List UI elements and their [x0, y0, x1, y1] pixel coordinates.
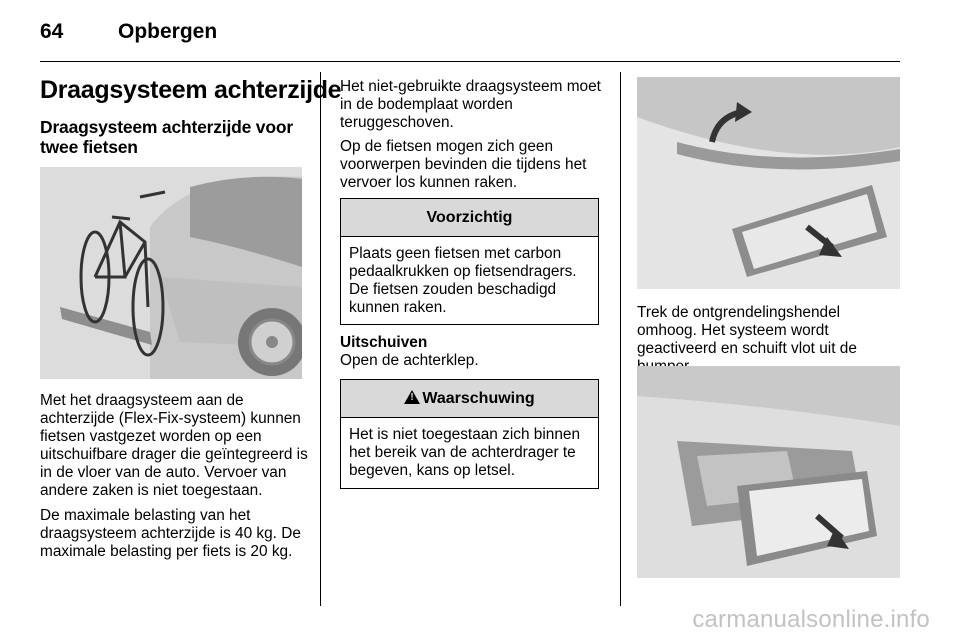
caution-box — [340, 198, 599, 325]
sub-heading: Draagsysteem achterzijde voor twee fietsen — [40, 117, 293, 157]
column-divider-2 — [620, 72, 621, 606]
page-number: 64 — [40, 20, 64, 43]
column-2-text — [340, 78, 604, 192]
column-divider-1 — [320, 72, 321, 606]
warning-box — [340, 379, 599, 489]
column-1-text — [40, 392, 308, 561]
section-title: Opbergen — [118, 20, 218, 43]
extend-subheading: Uitschuiven — [340, 334, 428, 351]
warning-title: Waarschuwing — [422, 390, 535, 407]
bike-carrier-illustration — [40, 167, 302, 379]
paragraph-open-tailgate: Open de achterklep. — [340, 352, 479, 369]
paragraph-intro: Met het draagsysteem aan de achterzijde (Flex-Fix-systeem) kunnen fietsen vastgezet worden op een uitschuifbare drager die geïntegreerd is in de vloer van de auto. Vervoer van andere zaken is niet toegestaan. — [40, 392, 308, 499]
caution-title: Voorzichtig — [341, 199, 598, 237]
paragraph-release-lever: Trek de ontgrendelingshendel omhoog. Het systeem wordt geactiveerd en schuift vlot uit de — [637, 304, 857, 357]
header-rule — [40, 61, 900, 62]
release-lever-illustration — [637, 77, 900, 289]
watermark: carmanualsonline.info — [692, 606, 930, 633]
warning-header — [341, 380, 598, 418]
paragraph-max-load: De maximale belasting van het draagsysteem achterzijde is 40 kg. De maximale belasting per fiets is 20 kg. — [40, 507, 301, 560]
paragraph-objects: Op de fietsen mogen zich geen voorwerpen bevinden die tijdens het vervoer los kunnen raken. — [340, 138, 587, 191]
caution-text: Plaats geen fietsen met carbon pedaalkrukken op fietsendragers. De fietsen zouden beschadigd kunnen raken. — [349, 245, 577, 316]
warning-triangle-icon — [404, 390, 420, 404]
paragraph-retract: Het niet-gebruikte draagsysteem moet in de bodemplaat worden teruggeschoven. — [340, 78, 601, 131]
extend-section — [340, 334, 604, 370]
warning-text: Het is niet toegestaan zich binnen het bereik van de achterdrager te begeven, kans op letsel. — [349, 426, 581, 479]
carrier-extended-illustration — [637, 366, 900, 578]
page-heading: Draagsysteem achterzijde — [40, 76, 342, 104]
